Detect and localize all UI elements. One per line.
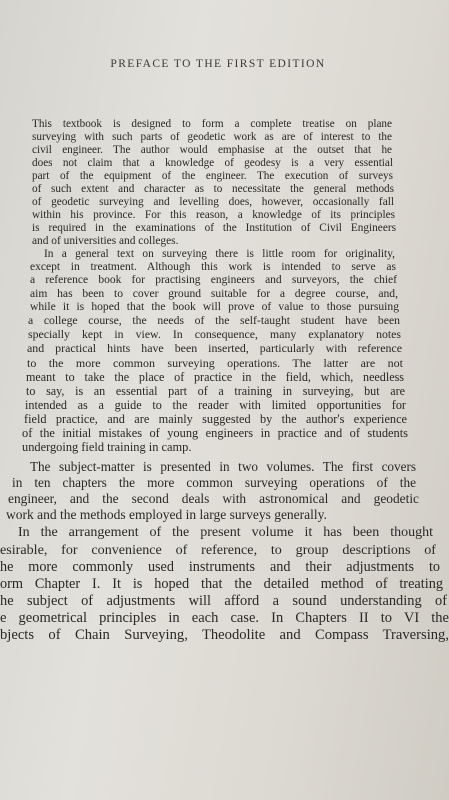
text-line: specially kept in view. In consequence, many explanatory notes [28,328,401,341]
text-line: while it is hoped that the book will prove of value to those pursuing [30,300,399,313]
text-line: is required in the examinations of the Institution of Civil Engineers [32,222,396,234]
text-line: does not claim that a knowledge of geodesy is a very essential [32,157,393,169]
text-line: part of the equipment of the engineer. The execution of surveys [32,170,393,182]
text-line: e geometrical principles in each case. In Chapters II to VI the [0,610,449,626]
text-line: bjects of Chain Surveying, Theodolite and Compass Traversing, [0,627,449,643]
text-line: and of universities and colleges. [32,235,179,247]
text-line: intended as a guide to the reader with limited opportunities for [25,398,406,412]
text-line: field practice, and are mainly suggested by the author's experience [24,412,407,426]
text-line: a college course, the needs of the self-taught student have been [28,314,400,327]
text-line: of such extent and character as to necessitate the general methods [32,183,394,195]
text-line: in ten chapters the more common surveying operations of the [12,475,416,490]
text-line: a reference book for practising engineers and surveyors, the chief [30,274,397,286]
text-line: This textbook is designed to form a complete treatise on plane [32,118,392,130]
text-line: orm Chapter I. It is hoped that the detailed method of treating [0,576,443,592]
text-line: he more commonly used instruments and their adjustments to [0,559,440,575]
text-line: work and the methods employed in large surveys generally. [6,507,327,522]
text-line: aim has been to cover ground suitable for a degree course, and, [30,287,398,300]
text-line: undergoing field training in camp. [22,440,192,454]
text-line: of the initial mistakes of young engineers in practice and of students [22,426,408,440]
text-line: and practical hints have been inserted, particularly with reference [27,342,402,355]
text-line: he subject of adjustments will afford a sound understanding of [0,593,447,609]
text-line: In the arrangement of the present volume it has been thought [18,525,433,540]
text-line: meant to take the place of practice in the field, which, needless [26,370,404,384]
text-line: In a general text on surveying there is little room for originality, [44,248,395,260]
text-line: surveying with such parts of geodetic work as are of interest to the [32,131,392,143]
text-line: to the more common surveying operations. The latter are not [27,356,403,370]
text-line: of geodetic surveying and levelling does, however, occasionally fall [32,196,394,208]
text-line: esirable, for convenience of reference, to group descriptions of [0,542,436,558]
page-heading: PREFACE TO THE FIRST EDITION [110,58,326,70]
text-line: engineer, and the second deals with astronomical and geodetic [8,491,419,506]
text-line: within his province. For this reason, a knowledge of its principles [32,209,395,221]
text-line: The subject-matter is presented in two volumes. The first covers [30,459,416,474]
text-line: to say, is an essential part of a training in surveying, but are [26,384,405,398]
text-line: civil engineer. The author would emphasise at the outset that he [32,144,392,156]
text-line: except in treatment. Although this work is intended to serve as [30,261,396,273]
